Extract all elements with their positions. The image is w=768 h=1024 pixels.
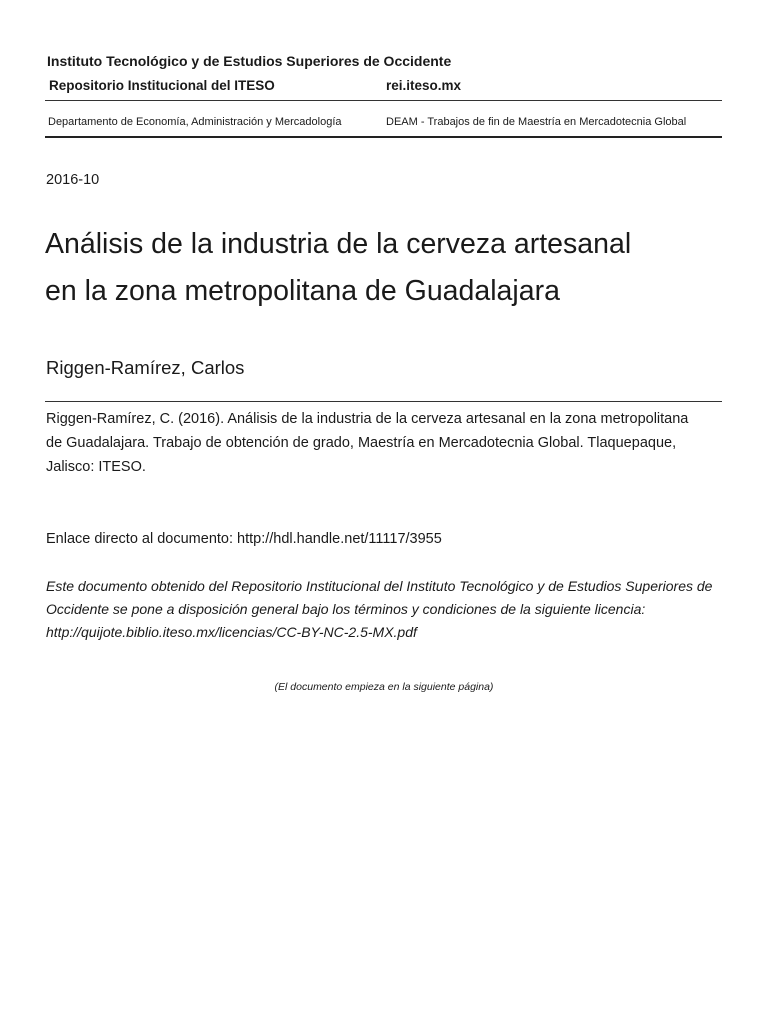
license-line: Este documento obtenido del Repositorio Institucional del Instituto Tecnológico y de Estudios Superiores de (46, 578, 713, 594)
repository-name: Repositorio Institucional del ITESO (49, 78, 275, 93)
license-url[interactable]: http://quijote.biblio.iteso.mx/licencias/CC-BY-NC-2.5-MX.pdf (46, 624, 417, 640)
collection-name: DEAM - Trabajos de fin de Maestría en Mercadotecnia Global (386, 116, 687, 128)
author-name: Riggen-Ramírez, Carlos (46, 357, 245, 378)
license-notice (46, 575, 726, 644)
author-divider (45, 401, 722, 402)
department-name: Departamento de Economía, Administración y Mercadología (48, 116, 342, 128)
publication-date: 2016-10 (46, 172, 100, 188)
direct-link[interactable]: Enlace directo al documento: http://hdl.handle.net/11117/3955 (46, 531, 442, 547)
title-line: en la zona metropolitana de Guadalajara (45, 275, 560, 307)
repository-url[interactable]: rei.iteso.mx (386, 78, 462, 93)
citation-line: Jalisco: ITESO. (46, 459, 146, 475)
next-page-note: (El documento empieza en la siguiente página) (274, 681, 494, 693)
header-bottom-divider (45, 136, 722, 138)
document-title (45, 221, 745, 315)
citation (46, 407, 726, 479)
header-divider (45, 100, 722, 101)
citation-line: Riggen-Ramírez, C. (2016). Análisis de la industria de la cerveza artesanal en la zona metropolitana (46, 411, 689, 427)
citation-line: de Guadalajara. Trabajo de obtención de grado, Maestría en Mercadotecnia Global. Tlaquepaque, (46, 435, 677, 451)
institution-name: Instituto Tecnológico y de Estudios Superiores de Occidente (47, 53, 452, 69)
title-line: Análisis de la industria de la cerveza artesanal (45, 228, 632, 260)
license-line: Occidente se pone a disposición general bajo los términos y condiciones de la siguiente licencia: (46, 601, 646, 617)
